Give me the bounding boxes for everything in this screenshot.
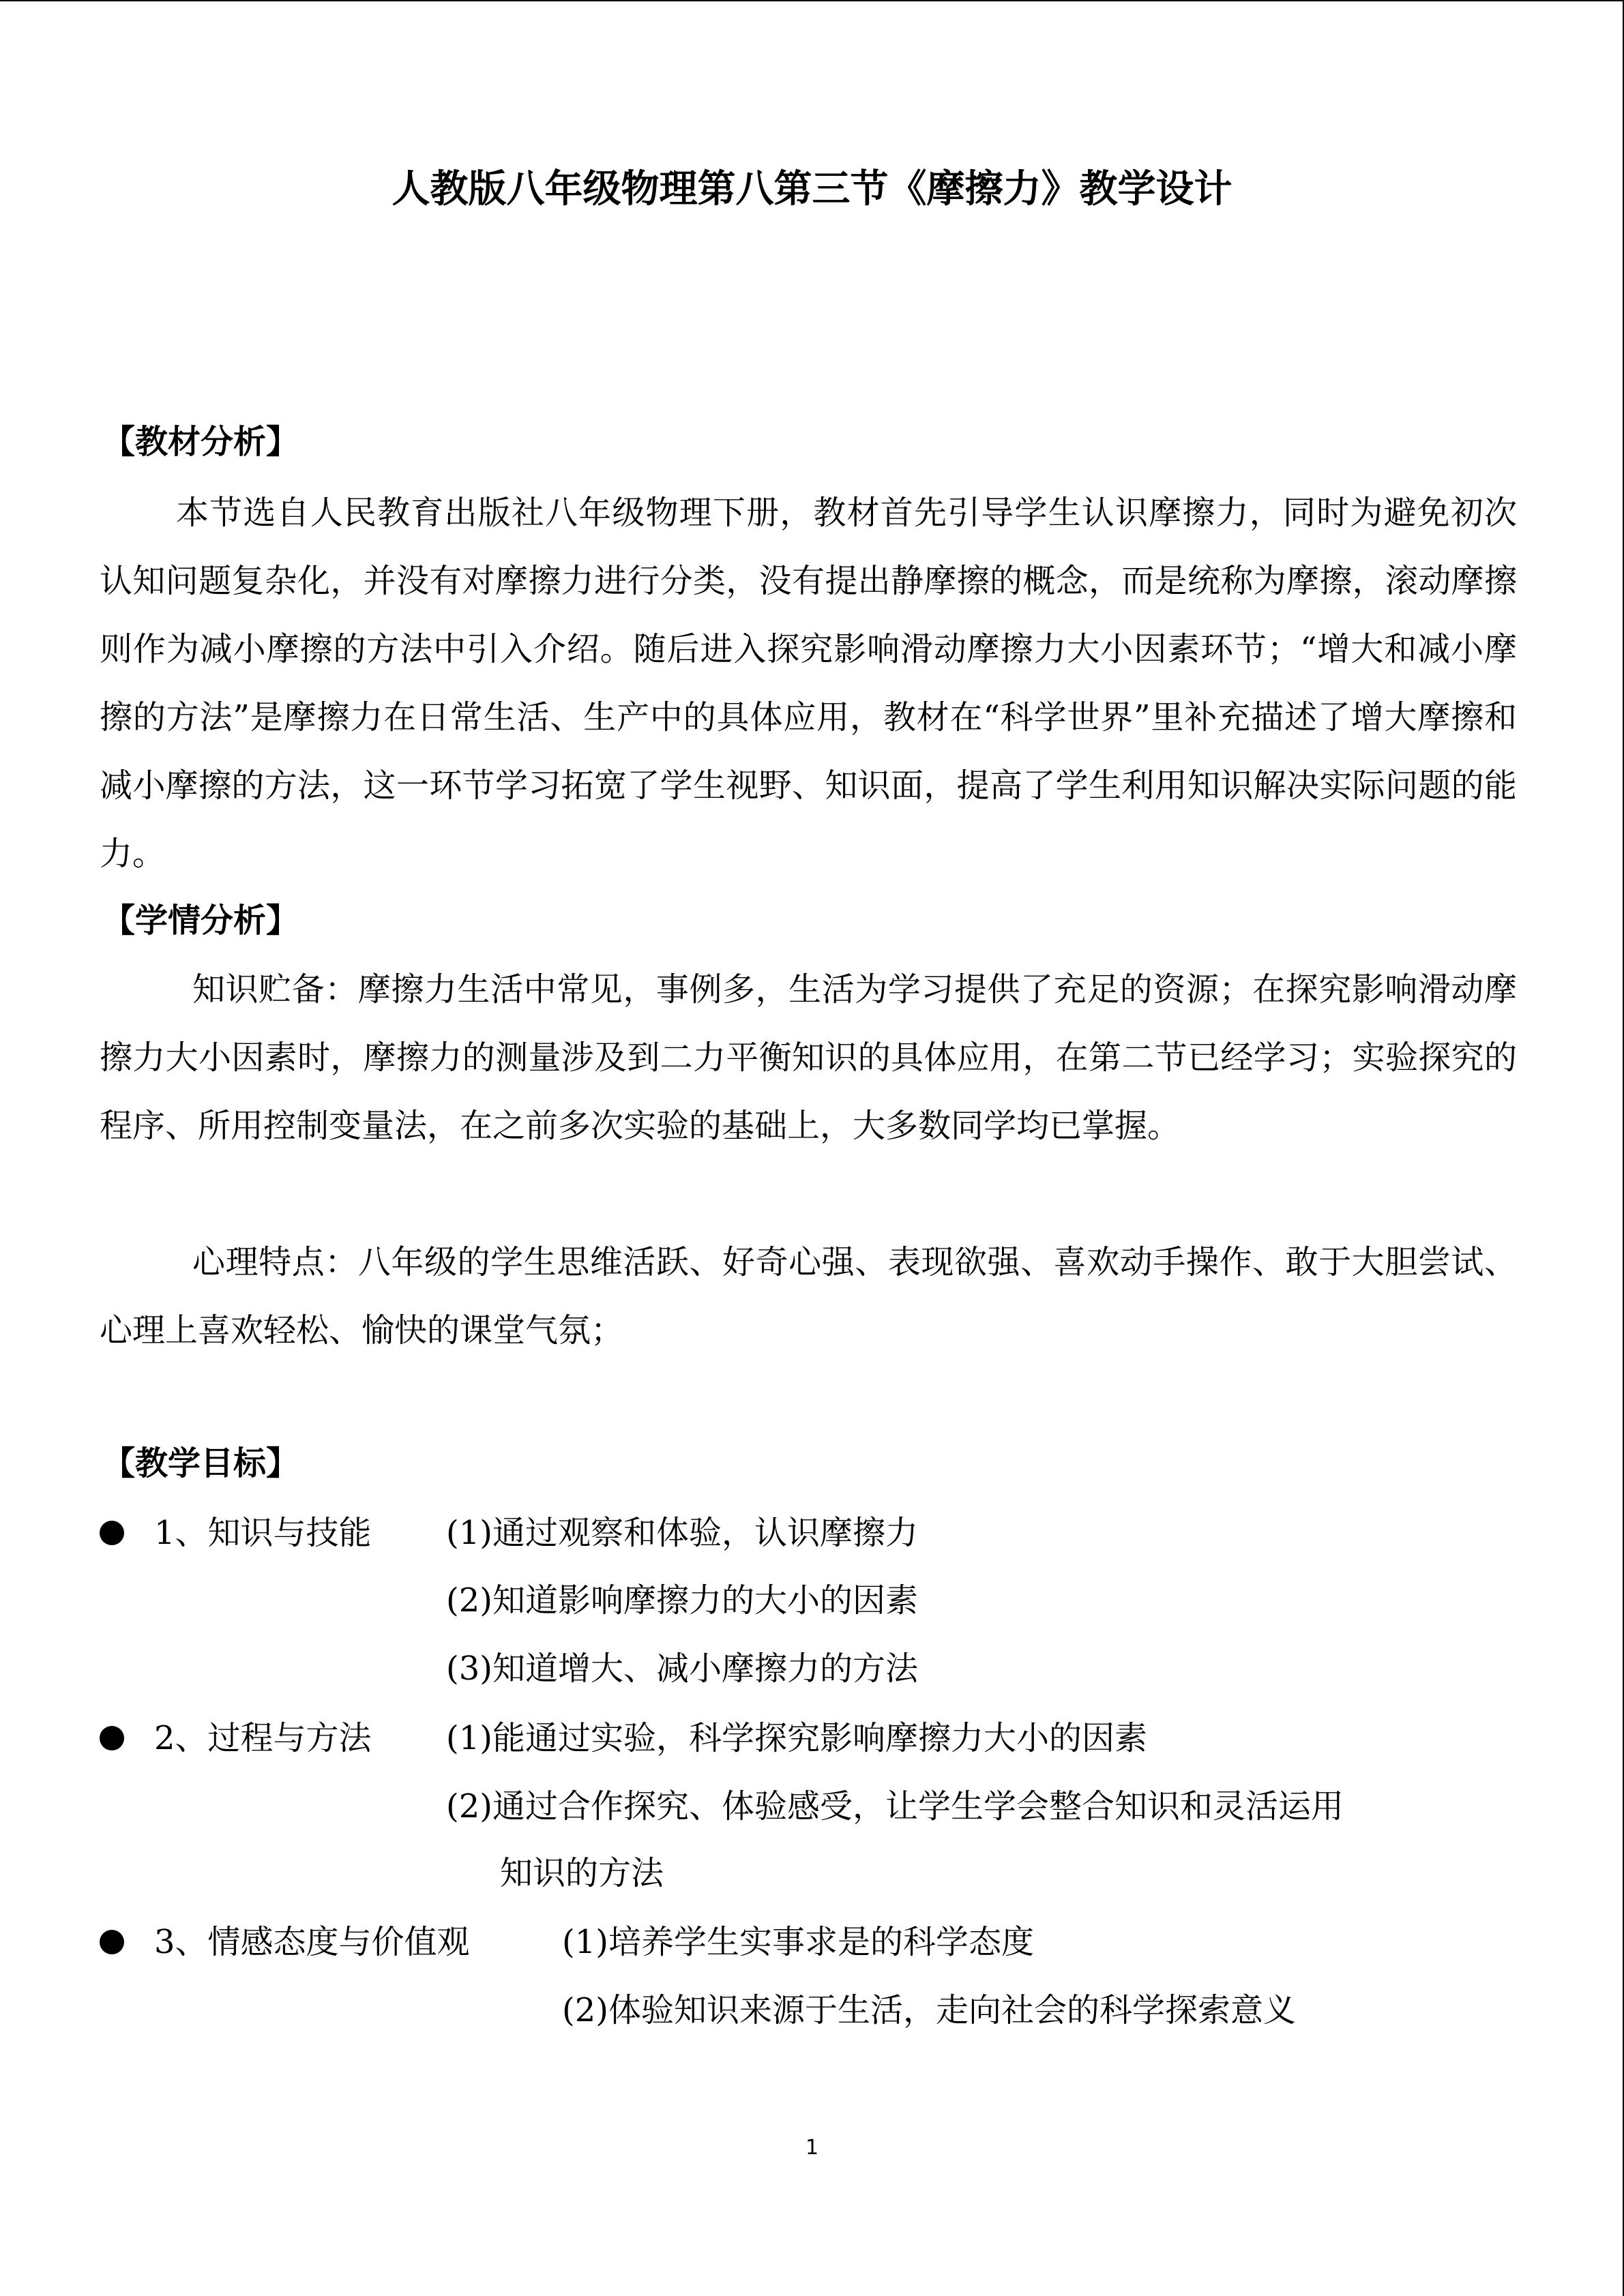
- objective-item: (2)通过合作探究、体验感受，让学生学会整合知识和灵活运用: [446, 1787, 1344, 1825]
- page-number: 1: [805, 2136, 819, 2160]
- bullet-icon: [100, 1930, 124, 1954]
- objective-item: (2)体验知识来源于生活，走向社会的科学探索意义: [562, 1991, 1296, 2029]
- bullet-icon: [100, 1521, 124, 1545]
- paragraph-material-analysis: 本节选自人民教育出版社八年级物理下册，教材首先引导学生认识摩擦力，同时为避免初次认知问题复杂化，并没有对摩擦力进行分类，没有提出静摩擦的概念，而是统称为摩擦，滚动摩擦则作为减小摩擦的方法中引入介绍。随后进入探究影响滑动摩擦力大小因素环节；“增大和减小摩擦的方法”是摩擦力在日常生活、生产中的具体应用，教材在“科学世界”里补充描述了增大摩擦和减小摩擦的方法，这一环节学习拓宽了学生视野、知识面，提高了学生利用知识解决实际问题的能力。: [100, 494, 1517, 873]
- document-title: 人教版八年级物理第八第三节《摩擦力》教学设计: [392, 167, 1232, 211]
- paragraph-psychology: 心理特点：八年级的学生思维活跃、好奇心强、表现欲强、喜欢动手操作、敢于大胆尝试、心理上喜欢轻松、愉快的课堂气氛；: [100, 1243, 1517, 1350]
- objective-item: (1)通过观察和体验，认识摩擦力: [446, 1514, 918, 1552]
- heading-material-analysis: 【教材分析】: [102, 423, 299, 461]
- objective-group-label: 1、知识与技能: [154, 1514, 372, 1552]
- bullet-icon: [100, 1726, 124, 1750]
- objective-item: (3)知道增大、减小摩擦力的方法: [446, 1650, 918, 1688]
- heading-student-analysis: 【学情分析】: [102, 901, 299, 940]
- heading-teaching-objectives: 【教学目标】: [102, 1444, 299, 1482]
- objective-item-continued: 知识的方法: [500, 1854, 664, 1892]
- objective-item: (2)知道影响摩擦力的大小的因素: [446, 1581, 918, 1620]
- paragraph-knowledge-reserve: 知识贮备：摩擦力生活中常见，事例多，生活为学习提供了充足的资源；在探究影响滑动摩擦力大小因素时，摩擦力的测量涉及到二力平衡知识的具体应用，在第二节已经学习；实验探究的程序、所用控制变量法，在之前多次实验的基础上，大多数同学均已掌握。: [100, 970, 1517, 1145]
- objective-group-label: 3、情感态度与价值观: [154, 1923, 470, 1961]
- objective-group-label: 2、过程与方法: [154, 1719, 372, 1757]
- objective-item: (1)培养学生实事求是的科学态度: [562, 1923, 1034, 1961]
- objective-item: (1)能通过实验，科学探究影响摩擦力大小的因素: [446, 1719, 1147, 1757]
